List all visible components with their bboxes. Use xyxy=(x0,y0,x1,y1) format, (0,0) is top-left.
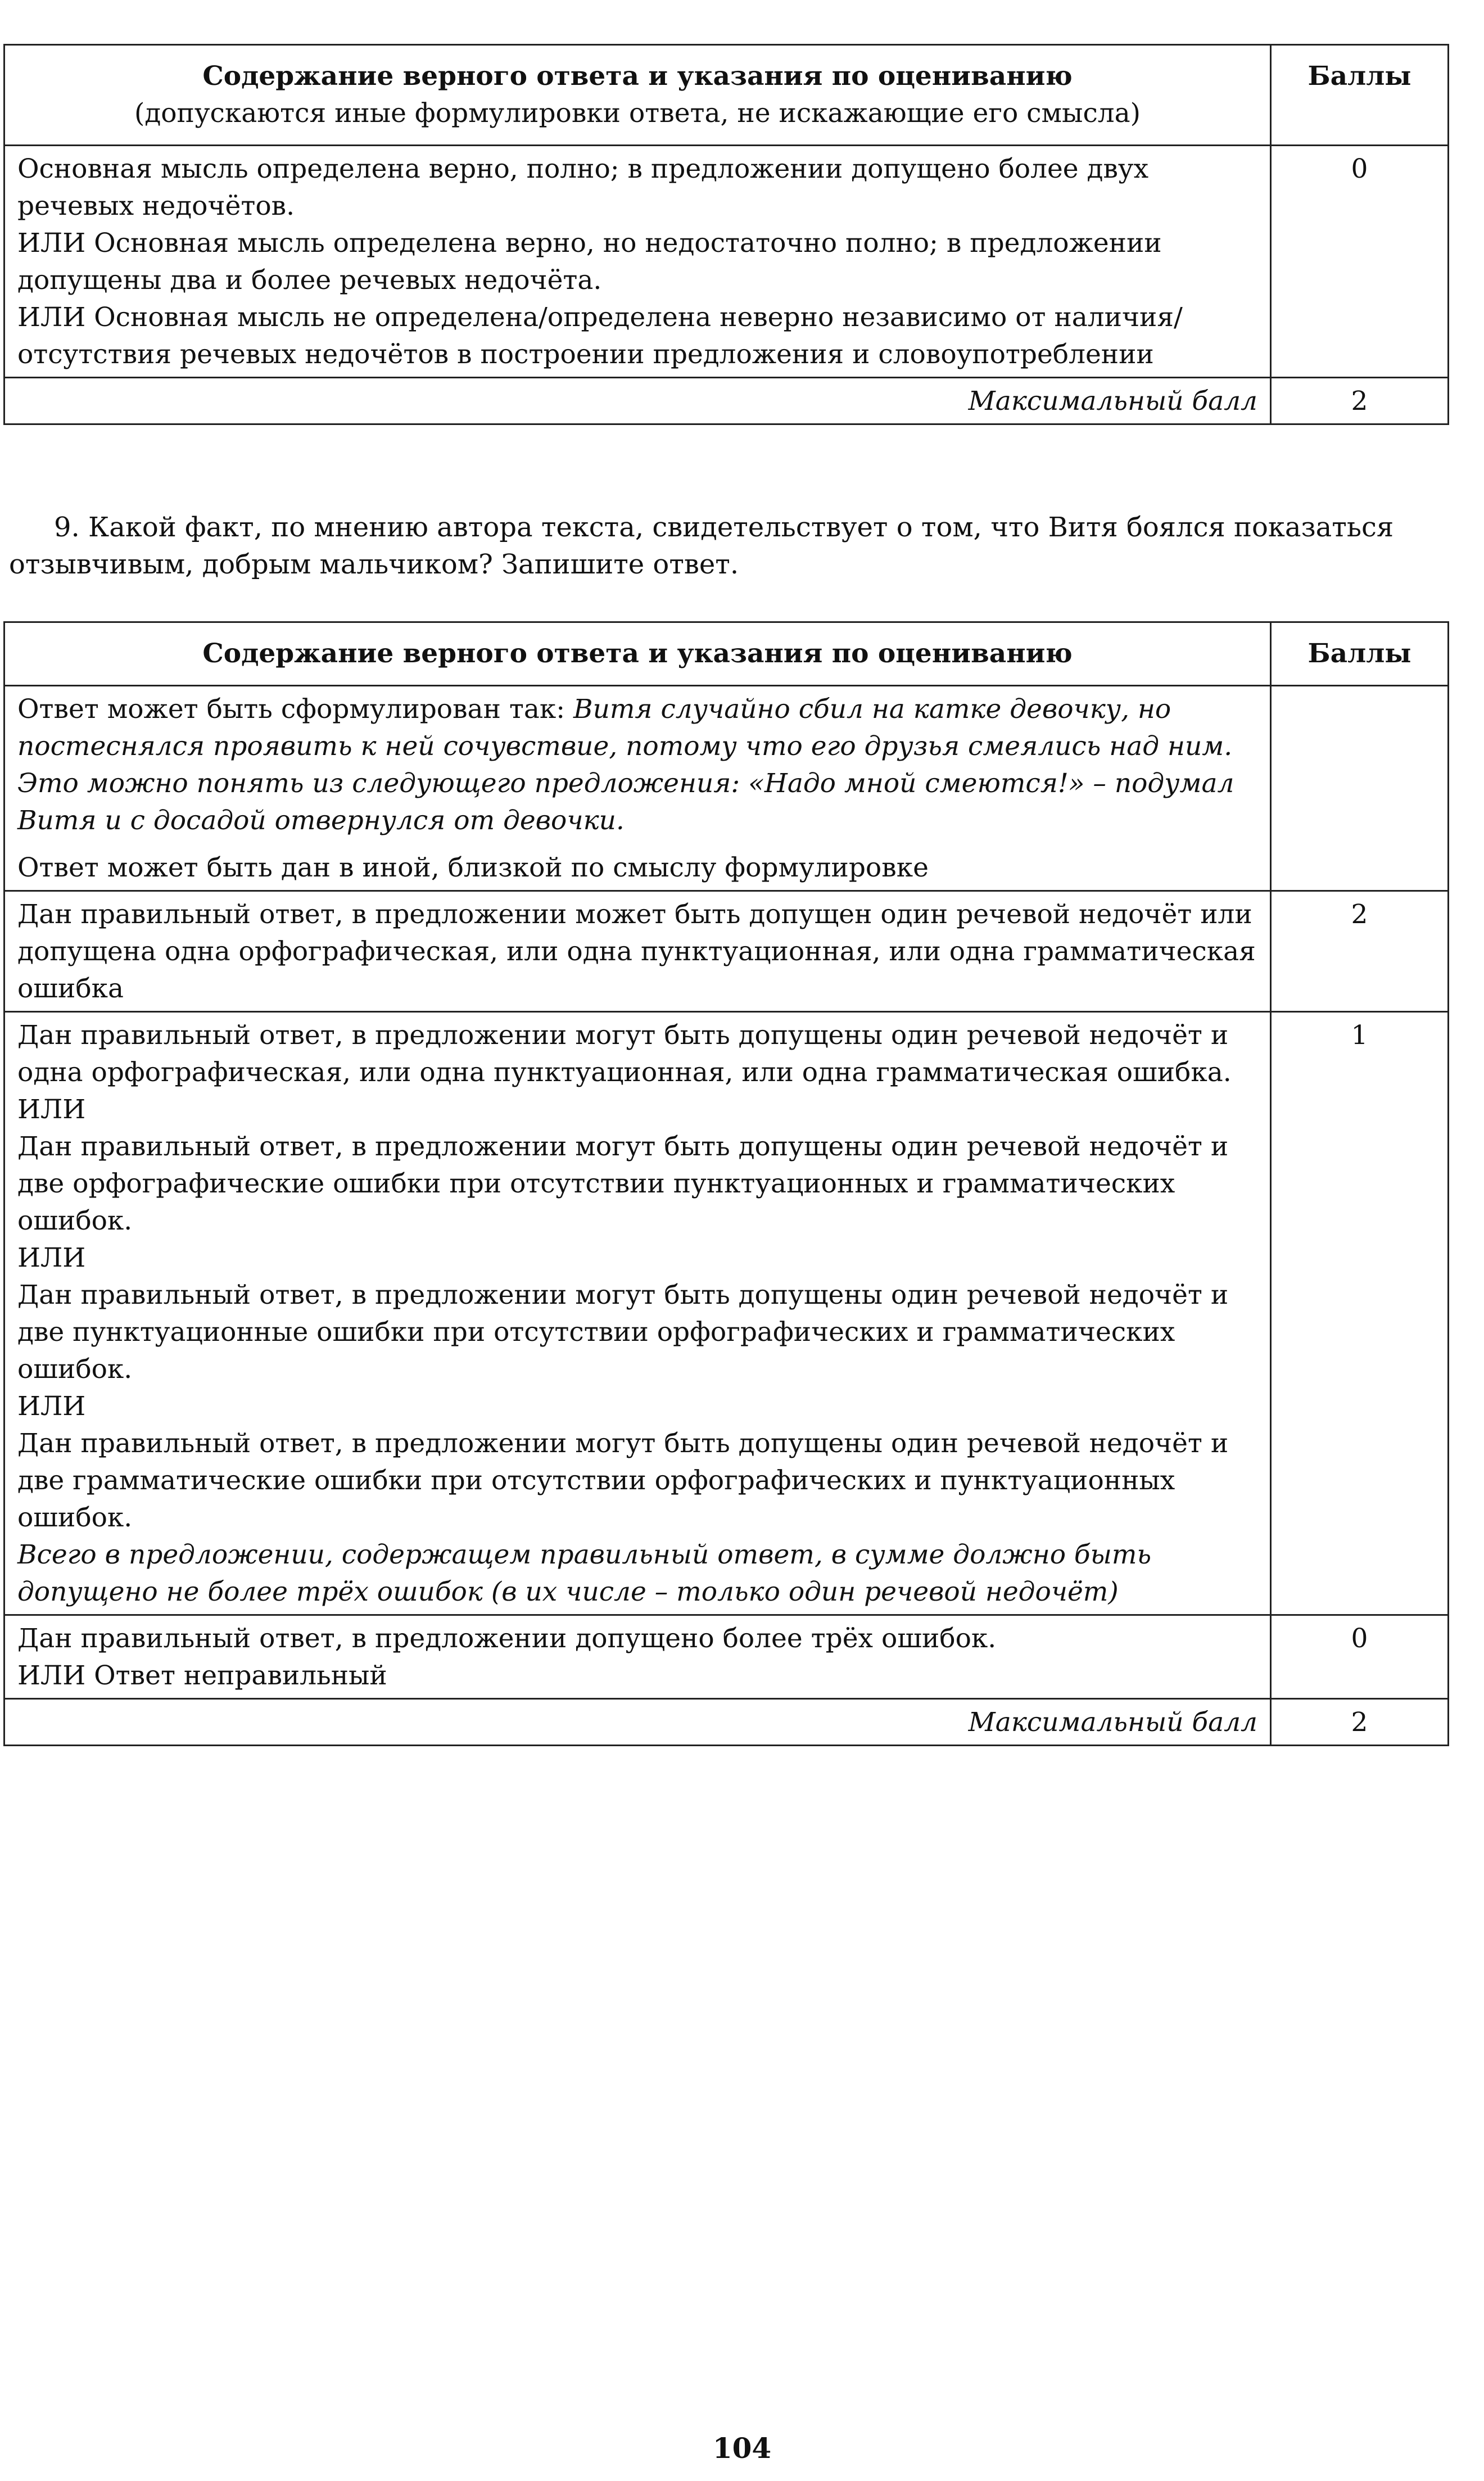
max-score-label: Максимальный балл xyxy=(4,378,1271,424)
or-label: ИЛИ xyxy=(17,1242,86,1273)
table-header-row xyxy=(4,622,1449,686)
table-row xyxy=(4,1615,1449,1699)
criteria-cell xyxy=(4,146,1271,378)
question-9: 9. Какой факт, по мнению автора текста, свидетельствует о том, что Витя боялся показаться отзывчивым, добрым мальчиком? Запишите ответ. xyxy=(9,512,1394,580)
model-answer-text: Витя случайно сбил на катке девочку, но постеснялся проявить к ней сочувствие, потому что его друзья смеялись над ним. Это можно понять из следующего предложения: «Надо мной смеются!» – подумал Витя и с досадой отвернулся от девочки. xyxy=(17,694,1234,836)
header-score-cell: Баллы xyxy=(1271,45,1449,146)
criteria-line: Дан правильный ответ, в предложении могут быть допущены один речевой недочёт и две пунктуационные ошибки при отсутствии орфографических и грамматических ошибок. xyxy=(17,1280,1229,1385)
score-cell: 0 xyxy=(1271,1615,1449,1699)
criteria-table-task-8 xyxy=(3,44,1449,425)
max-score-value: 2 xyxy=(1271,1699,1449,1746)
max-score-row xyxy=(4,1699,1449,1746)
max-score-value: 2 xyxy=(1271,378,1449,424)
score-cell: 0 xyxy=(1271,146,1449,378)
max-score-row xyxy=(4,378,1449,424)
criteria-line: ИЛИ Ответ неправильный xyxy=(17,1660,387,1691)
table-row xyxy=(4,891,1449,1012)
header-title: Содержание верного ответа и указания по оцениванию xyxy=(202,61,1073,92)
score-cell-empty xyxy=(1271,686,1449,891)
criteria-line: Дан правильный ответ, в предложении могут быть допущены один речевой недочёт и одна орфографическая, или одна пунктуационная, или одна грамматическая ошибка. xyxy=(17,1020,1232,1088)
criteria-table-task-9 xyxy=(3,621,1449,1746)
header-score-cell: Баллы xyxy=(1271,622,1449,686)
criteria-line: Дан правильный ответ, в предложении могут быть допущены один речевой недочёт и две грамматические ошибки при отсутствии орфографических и пунктуационных ошибок. xyxy=(17,1428,1229,1533)
criteria-line: Дан правильный ответ, в предложении могут быть допущены один речевой недочёт и две орфографические ошибки при отсутствии пунктуационных и грамматических ошибок. xyxy=(17,1131,1229,1236)
or-label: ИЛИ xyxy=(17,1391,86,1422)
criteria-cell: Дан правильный ответ, в предложении может быть допущен один речевой недочёт или допущена одна орфографическая, или одна пунктуационная, или одна грамматическая ошибка xyxy=(4,891,1271,1012)
model-answer xyxy=(17,691,1257,839)
header-content-cell: Содержание верного ответа и указания по оцениванию xyxy=(4,622,1271,686)
or-label: ИЛИ xyxy=(17,1094,86,1125)
score-cell: 2 xyxy=(1271,891,1449,1012)
table-header-row xyxy=(4,45,1449,146)
criteria-cell xyxy=(4,1615,1271,1699)
header-content-cell xyxy=(4,45,1271,146)
max-score-label: Максимальный балл xyxy=(4,1699,1271,1746)
score-cell: 1 xyxy=(1271,1012,1449,1615)
criteria-cell xyxy=(4,1012,1271,1615)
model-answer-intro: Ответ может быть сформулирован так: xyxy=(17,694,574,725)
table-row xyxy=(4,1012,1449,1615)
criteria-line: Основная мысль определена верно, полно; в предложении допущено более двух речевых недочётов. xyxy=(17,153,1149,222)
criteria-note: Всего в предложении, содержащем правильный ответ, в сумме должно быть допущено не более трёх ошибок (в их числе – только один речевой недочёт) xyxy=(17,1539,1152,1607)
page-number: 104 xyxy=(712,2432,772,2465)
model-answer-cell xyxy=(4,686,1271,891)
header-subtitle: (допускаются иные формулировки ответа, не искажающие его смысла) xyxy=(134,98,1141,129)
criteria-line: ИЛИ Основная мысль не определена/определена неверно независимо от наличия/отсутствия речевых недочётов в построении предложения и словоупотреблении xyxy=(17,302,1183,370)
model-answer-note: Ответ может быть дан в иной, близкой по смыслу формулировке xyxy=(17,852,929,883)
table-row xyxy=(4,146,1449,378)
criteria-line: Дан правильный ответ, в предложении допущено более трёх ошибок. xyxy=(17,1623,997,1654)
table-row xyxy=(4,686,1449,891)
criteria-line: ИЛИ Основная мысль определена верно, но недостаточно полно; в предложении допущены два и более речевых недочёта. xyxy=(17,228,1162,296)
